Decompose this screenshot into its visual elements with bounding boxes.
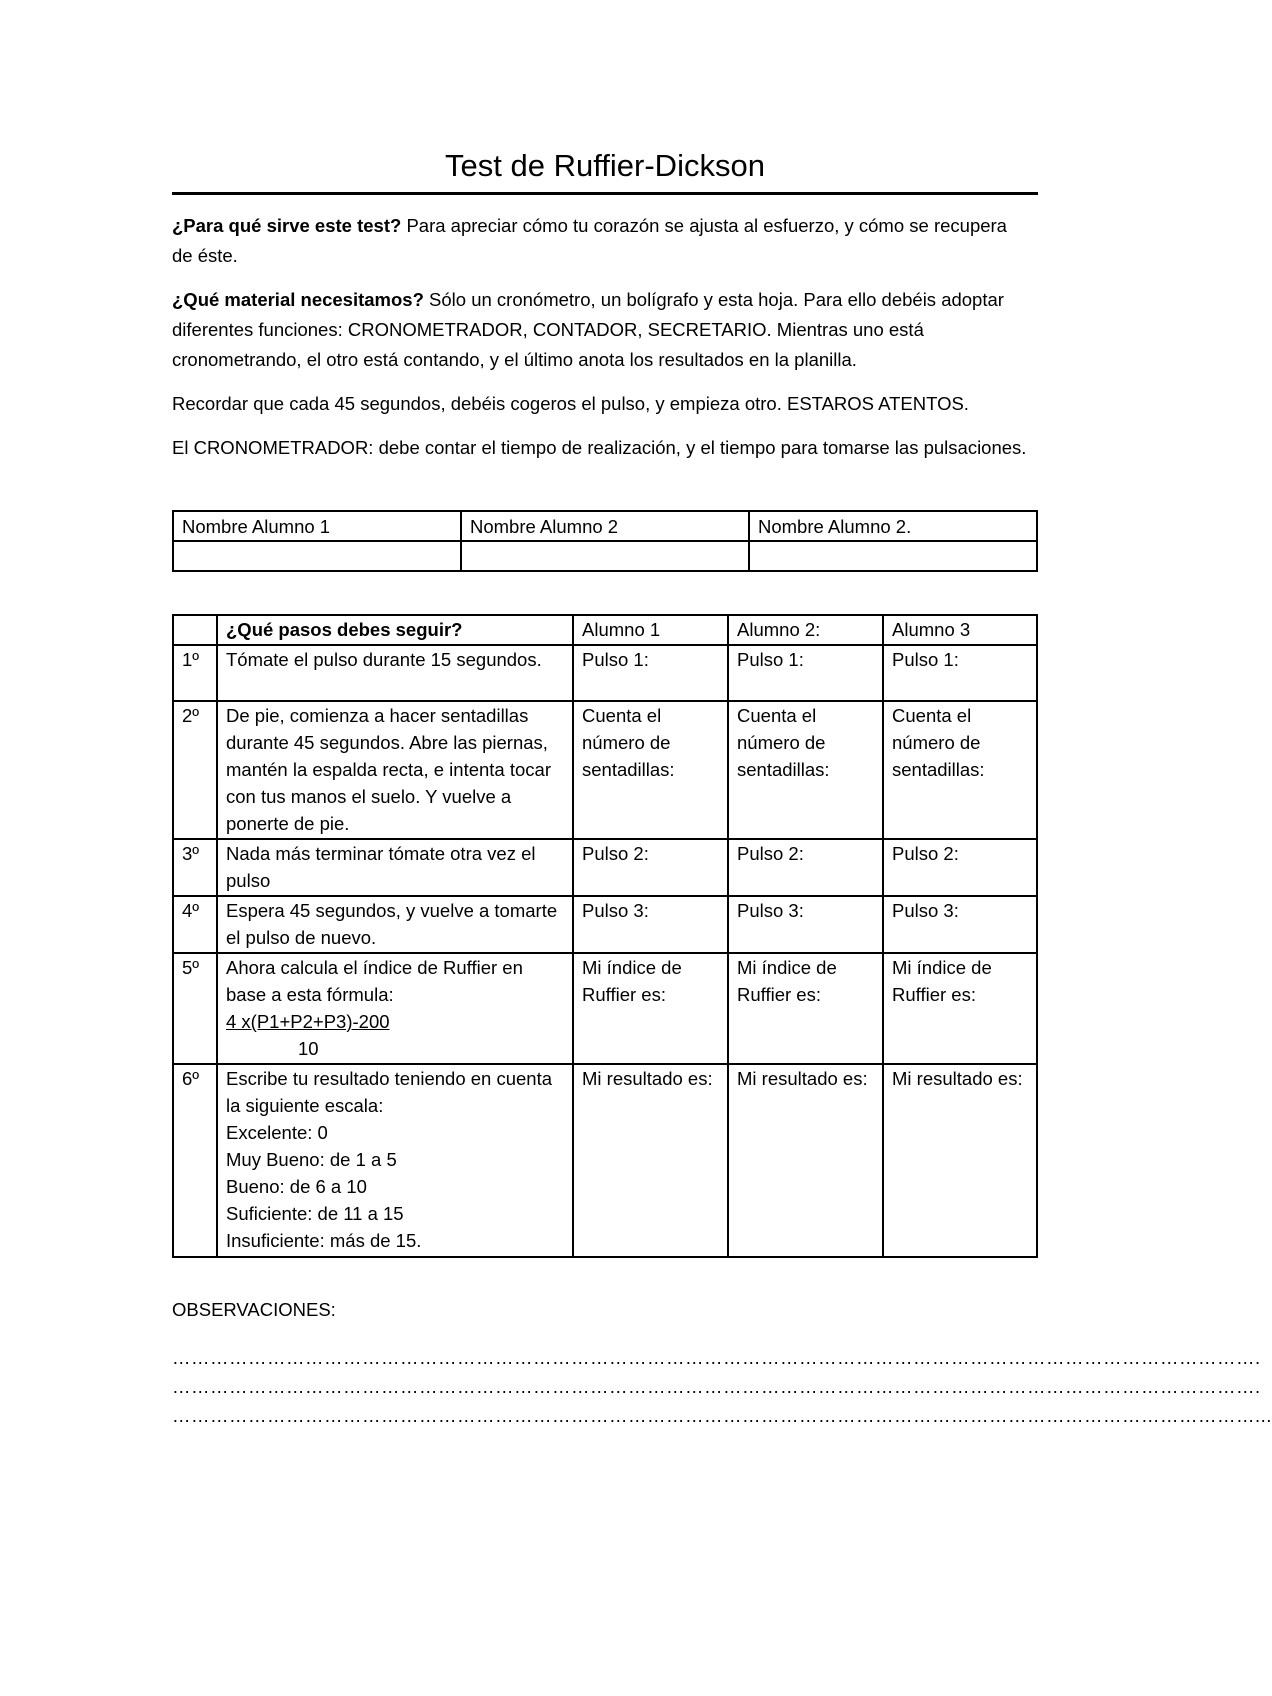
question-purpose: ¿Para qué sirve este test?: [172, 215, 402, 236]
name-header-3: Nombre Alumno 2.: [749, 511, 1037, 541]
step-text-formula: [217, 953, 573, 1064]
formula-denominator: 10: [298, 1038, 319, 1059]
scale-item: Bueno: de 6 a 10: [226, 1176, 367, 1197]
intro-material: [172, 285, 1032, 375]
table-row: [173, 953, 1037, 1064]
header-student-3: Alumno 3: [883, 615, 1037, 645]
intro-purpose: [172, 211, 1032, 271]
scale-item: Suficiente: de 11 a 15: [226, 1203, 404, 1224]
student-2-cell[interactable]: Mi resultado es:: [728, 1064, 883, 1257]
student-1-cell[interactable]: Cuenta el número de sentadillas:: [573, 701, 728, 839]
table-row: [173, 896, 1037, 953]
step-text: De pie, comienza a hacer sentadillas durante 45 segundos. Abre las piernas, mantén la espalda recta, e intenta tocar con tus manos el suelo. Y vuelve a ponerte de pie.: [217, 701, 573, 839]
student-3-cell[interactable]: Mi resultado es:: [883, 1064, 1037, 1257]
names-table: [172, 510, 1038, 572]
student-2-cell[interactable]: Pulso 3:: [728, 896, 883, 953]
name-field-1[interactable]: [173, 541, 461, 571]
scale-item: Excelente: 0: [226, 1122, 328, 1143]
step-text: Tómate el pulso durante 15 segundos.: [217, 645, 573, 701]
scale-item: Insuficiente: más de 15.: [226, 1230, 422, 1251]
intro-reminder: Recordar que cada 45 segundos, debéis cogeros el pulso, y empieza otro. ESTAROS ATENTOS.: [172, 393, 969, 414]
student-1-cell[interactable]: Pulso 2:: [573, 839, 728, 896]
step-text: Ahora calcula el índice de Ruffier en base a esta fórmula:: [226, 957, 523, 1005]
student-2-cell[interactable]: Mi índice de Ruffier es:: [728, 953, 883, 1064]
student-2-cell[interactable]: Pulso 1:: [728, 645, 883, 701]
formula-numerator: 4 x(P1+P2+P3)-200: [226, 1011, 390, 1032]
row-number: 4º: [173, 896, 217, 953]
step-text: Escribe tu resultado teniendo en cuenta la siguiente escala:: [226, 1068, 553, 1116]
step-text: Nada más terminar tómate otra vez el pulso: [217, 839, 573, 896]
names-header-row: [173, 511, 1037, 541]
student-3-cell[interactable]: Mi índice de Ruffier es:: [883, 953, 1037, 1064]
student-3-cell[interactable]: Pulso 3:: [883, 896, 1037, 953]
page-title: Test de Ruffier-Dickson: [172, 146, 1038, 195]
question-material: ¿Qué material necesitamos?: [172, 289, 424, 310]
row-number: 2º: [173, 701, 217, 839]
intro-timekeeper: El CRONOMETRADOR: debe contar el tiempo de realización, y el tiempo para tomarse las pulsaciones.: [172, 437, 1027, 458]
table-row: [173, 645, 1037, 701]
student-3-cell[interactable]: Cuenta el número de sentadillas:: [883, 701, 1037, 839]
student-2-cell[interactable]: Cuenta el número de sentadillas:: [728, 701, 883, 839]
steps-header-row: [173, 615, 1037, 645]
observations-line-1[interactable]: ……………………………………………………………………………………………………………………………………………………….: [172, 1347, 1261, 1368]
row-number: 6º: [173, 1064, 217, 1257]
names-input-row: [173, 541, 1037, 571]
observations-label: OBSERVACIONES:: [172, 1299, 336, 1320]
observations-line-2[interactable]: ……………………………………………………………………………………………………………………………………………………….: [172, 1376, 1261, 1397]
student-2-cell[interactable]: Pulso 2:: [728, 839, 883, 896]
name-header-1: Nombre Alumno 1: [173, 511, 461, 541]
header-steps: ¿Qué pasos debes seguir?: [217, 615, 573, 645]
row-number: 3º: [173, 839, 217, 896]
name-field-3[interactable]: [749, 541, 1037, 571]
answer-purpose: Para apreciar cómo tu corazón se ajusta al esfuerzo, y cómo se recupera de éste.: [172, 215, 1007, 266]
table-row: [173, 839, 1037, 896]
step-text: Espera 45 segundos, y vuelve a tomarte el pulso de nuevo.: [217, 896, 573, 953]
step-text-scale: [217, 1064, 573, 1257]
student-1-cell[interactable]: Mi resultado es:: [573, 1064, 728, 1257]
student-1-cell[interactable]: Pulso 3:: [573, 896, 728, 953]
student-3-cell[interactable]: Pulso 2:: [883, 839, 1037, 896]
answer-material: Sólo un cronómetro, un bolígrafo y esta hoja. Para ello debéis adoptar diferentes funciones: CRONOMETRADOR, CONTADOR, SECRETARIO. Mientras uno está cronometrando, el otro está contando, y el último anota los resultados en la planilla.: [172, 289, 1004, 370]
scale-item: Muy Bueno: de 1 a 5: [226, 1149, 397, 1170]
header-number: [173, 615, 217, 645]
name-field-2[interactable]: [461, 541, 749, 571]
header-student-1: Alumno 1: [573, 615, 728, 645]
name-header-2: Nombre Alumno 2: [461, 511, 749, 541]
row-number: 5º: [173, 953, 217, 1064]
table-row: [173, 1064, 1037, 1257]
header-student-2: Alumno 2:: [728, 615, 883, 645]
row-number: 1º: [173, 645, 217, 701]
student-3-cell[interactable]: Pulso 1:: [883, 645, 1037, 701]
table-row: [173, 701, 1037, 839]
observations-line-3[interactable]: ………………………………………………………………………………………………………………………………………………………...: [172, 1405, 1272, 1426]
student-1-cell[interactable]: Pulso 1:: [573, 645, 728, 701]
student-1-cell[interactable]: Mi índice de Ruffier es:: [573, 953, 728, 1064]
steps-table: [172, 614, 1038, 1258]
